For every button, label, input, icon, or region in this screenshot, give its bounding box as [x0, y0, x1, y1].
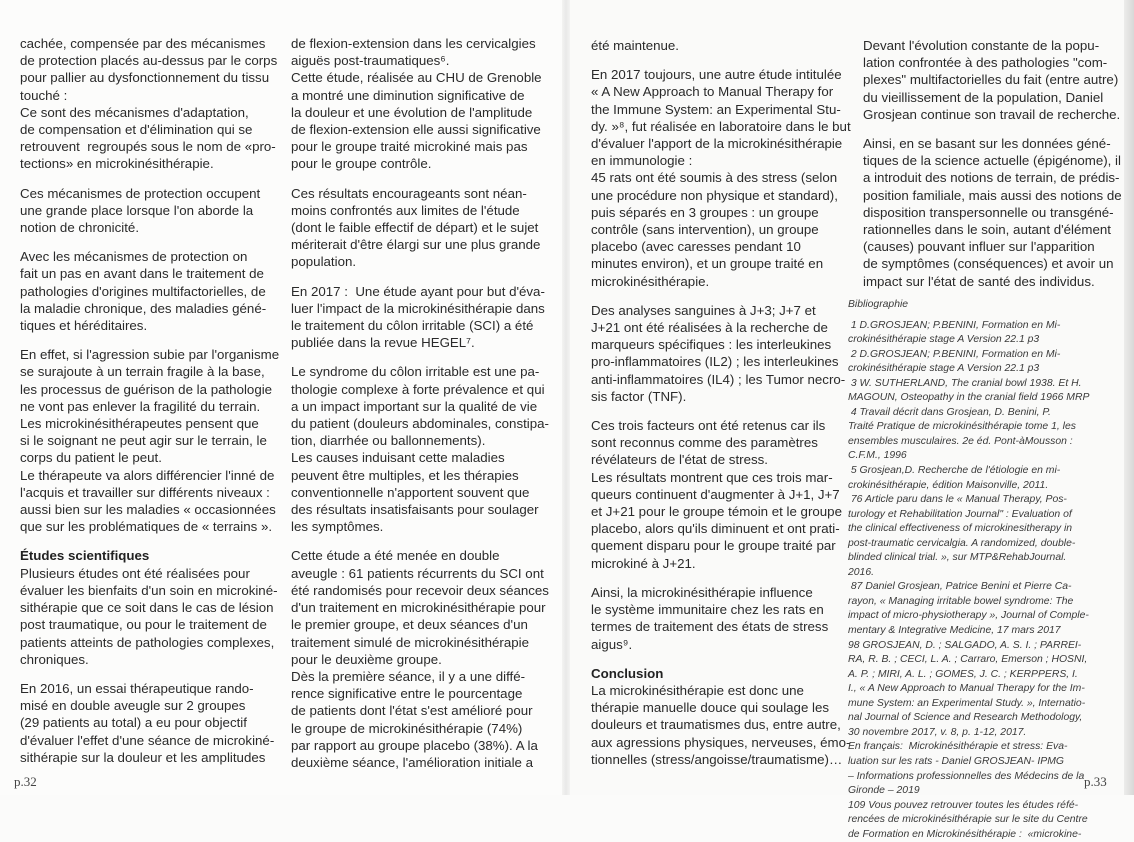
bibliography-entry: En français: Microkinésithérapie et stress: Eva- luation sur les rats - Daniel GROSJEAN- IPMG – Informations professionnelles des Médecins de la Gironde – 2019: [848, 741, 1085, 797]
bibliography: [848, 298, 1128, 842]
paragraph: Ces trois facteurs ont été retenus car ils sont reconnus comme des paramètres révélateurs de l'état de stress. Les résultats montrent que ces trois mar- queurs continuent d'augmenter à J+1, J+7 et J+21 pour le groupe témoin et le groupe placebo, alors qu'ils diminuent et ont prati- quement disparu pour le groupe traité par microkiné à J+21.: [591, 418, 842, 571]
paragraph: Avec les mécanismes de protection on fait un pas en avant dans le traitement de pathologies d'origines multifactorielles, de la maladie chronique, des maladies géné- tiques et héréditaires.: [20, 249, 267, 334]
page-gutter: [562, 0, 570, 795]
bibliography-entry: 4 Travail décrit dans Grosjean, D. Benini, P. Traité Pratique de microkinésithérapie tome 1, les ensembles musculaires. 2e éd. Pont-àMousson : C.F.M., 1996: [848, 406, 1076, 462]
section-heading-conclusion: Conclusion: [591, 665, 664, 681]
paragraph: cachée, compensée par des mécanismes de protection placés au-dessus par le corps pour pallier au dysfonctionnement du tissu touché : Ce sont des mécanismes d'adaptation, de compensation et d'élimination qui se retrouvent regroupés sous le nom de «pro- tections» en microkinésithérapie.: [20, 36, 278, 172]
bibliography-entry: 87 Daniel Grosjean, Patrice Benini et Pierre Ca- rayon, « Managing irritable bowel syndrome: The impact of micro-physiotherapy », Journal of Comple- mentary & Integrative Medicine, 17 mars 2017: [848, 581, 1089, 637]
bibliography-entry: 76 Article paru dans le « Manual Therapy, Pos- turology et Rehabilitation Journal" : Evaluation of the clinical effectiveness of microkinesitherapy in post-traumatic cervicalgia. A randomized, double- blinded clinical trial. », sur MTP&RehabJournal. 2016.: [848, 494, 1076, 578]
page-number-left: p.32: [14, 774, 37, 789]
paragraph: de flexion-extension dans les cervicalgies aiguës post-traumatiques⁶. Cette étude, réalisée au CHU de Grenoble a montré une diminution significative de la douleur et une évolution de l'amplitude de flexion-extension elle aussi significative pour le groupe traité microkiné mais pas pour le groupe contrôle.: [291, 36, 542, 172]
paragraph: Devant l'évolution constante de la popu- lation confrontée à des pathologies "com- plexes" multifactorielles du fait (entre autre) du vieillissement de la population, Daniel Grosjean continue son travail de recherche.: [863, 38, 1121, 122]
paragraph: Ces mécanismes de protection occupent une grande place lorsque l'on aborde la notion de chronicité.: [20, 185, 261, 236]
paragraph: Ainsi, la microkinésithérapie influence le système immunitaire chez les rats en termes de traitement des états de stress aigus⁹.: [591, 584, 829, 652]
paragraph: En 2016, un essai thérapeutique rando- misé en double aveugle sur 2 groupes (29 patients au total) a eu pour objectif d'évaluer l'effet d'une séance de microkiné- sithérapie sur la douleur et les amplitudes: [20, 680, 275, 765]
paragraph: Le syndrome du côlon irritable est une pa- thologie complexe à forte prévalence et qui a un impact important sur la qualité de vie du patient (douleurs abdominales, constipa- tion, diarrhée ou ballonnements). Les causes induisant cette maladies peuvent être multiples, et les thérapies conventionnelle n'apportent souvent que des résultats insatisfaisants pour soulager les symptômes.: [291, 364, 549, 535]
bibliography-entry: 5 Grosjean,D. Recherche de l'étiologie en mi- crokinésithérapie, édition Maisonville, 2011.: [848, 465, 1061, 491]
page-number-right: p.33: [1084, 774, 1107, 789]
paragraph: Ces résultats encourageants sont néan- moins confrontés aux limites de l'étude (dont le faible effectif de départ) et le sujet mériterait d'être élargi sur une plus grande population.: [291, 185, 541, 270]
column-2: [291, 35, 556, 783]
paragraph: En effet, si l'agression subie par l'organisme se surajoute à un terrain fragile à la base, les processus de guérison de la pathologie ne vont pas enlever la fragilité du terrain. Les microkinésithérapeutes pensent que si le soignant ne peut agir sur le terrain, le corps du patient le peut. Le thérapeute va alors différencier l'inné de l'acquis et travailler sur différents niveaux : aussi bien sur les maladies « occasionnées que sur les problématiques de « terrains ».: [20, 347, 280, 535]
column-1: [20, 35, 285, 778]
bibliography-entry: 109 Vous pouvez retrouver toutes les études réfé- rencées de microkinésithérapie sur le site du Centre de Formation en Microkinésithérapie : «microkine-: [848, 799, 1088, 840]
section-heading-etudes: Études scientifiques: [20, 548, 150, 564]
paragraph: été maintenue.: [591, 38, 679, 53]
column-3: [591, 37, 856, 780]
column-4: [863, 37, 1128, 302]
paragraph: Cette étude a été menée en double aveugle : 61 patients récurrents du SCI ont été randomisés pour recevoir deux séances d'un traitement en microkinésithérapie pour le premier groupe, et deux séances d'un traitement simulé de microkinésithérapie pour le deuxième groupe. Dès la première séance, il y a une diffé- rence significative entre le pourcentage de patients dont l'état s'est amélioré pour le groupe de microkinésithérapie (74%) par rapport au groupe placebo (38%). A la deuxième séance, l'amélioration initiale a: [291, 548, 549, 770]
paragraph: La microkinésithérapie est donc une thérapie manuelle douce qui soulage les douleurs et traumatismes dus, entre autre, aux agressions physiques, nerveuses, émo- tionnelles (stress/angoisse/traumatisme)…: [591, 682, 851, 767]
bibliography-entry: 1 D.GROSJEAN; P.BENINI, Formation en Mi- crokinésithérapie stage A Version 22.1 p3: [848, 319, 1061, 346]
paragraph: Plusieurs études ont été réalisées pour évaluer les bienfaits d'un soin en microkiné- sithérapie que ce soit dans le cas de lésion post traumatique, ou pour le traitement de patients atteints de pathologies complexes, chroniques.: [20, 565, 278, 667]
paragraph: En 2017 : Une étude ayant pour but d'éva- luer l'impact de la microkinésithérapie dans le traitement du côlon irritable (SCI) a été publiée dans la revue HEGEL⁷.: [291, 283, 545, 351]
paragraph: Des analyses sanguines à J+3; J+7 et J+21 ont été réalisées à la recherche de marqueurs spécifiques : les interleukines pro-inflammatoires (IL2) ; les interleukines anti-inflammatoires (IL4) ; les Tumor necro- sis factor (TNF).: [591, 302, 846, 404]
bibliography-title: Bibliographie: [848, 299, 909, 310]
paragraph: En 2017 toujours, une autre étude intitulée « A New Approach to Manual Therapy for the Immune System: an Experimental Stu- dy. »⁸, fut réalisée en laboratoire dans le but d'évaluer l'apport de la microkinésithérapie en immunologie : 45 rats ont été soumis à des stress (selon une procédure non physique et standard), puis séparés en 3 groupes : un groupe contrôle (sans intervention), un groupe placebo (avec caresses pendant 10 minutes environ), et un groupe traité en microkinésithérapie.: [591, 67, 851, 289]
bibliography-entry: 2 D.GROSJEAN; P.BENINI, Formation en Mi- crokinésithérapie stage A Version 22.1 p3: [848, 348, 1061, 375]
paragraph: Ainsi, en se basant sur les données géné- tiques de la science actuelle (épigénome), il a introduit des notions de terrain, de prédis- position familiale, mais aussi des notions de disposition transpersonnelle ou transgéné- rationnelles dans le soin, autant d'élément (causes) pouvant influer sur l'apparition de symptômes (conséquences) et avoir un impact sur l'état de santé des individus.: [863, 136, 1122, 289]
bibliography-entry: 3 W. SUTHERLAND, The cranial bowl 1938. Et H. MAGOUN, Osteopathy in the cranial field 1966 MRP: [848, 377, 1090, 404]
bibliography-entry: 98 GROSJEAN, D. ; SALGADO, A. S. I. ; PARREI- RA, R. B. ; CECI, L. A. ; Carraro, Emerson ; HOSNI, A. P. ; MIRI, A. L. ; GOMES, J. C. ; KERPPERS, I. I., « A New Approach to Manual Therapy for the Im- mune System: an Experimental Study. », Internatio- nal Journal of Science and Research Methodology, 30 novembre 2017, v. 8, p. 1-12, 2017.: [848, 639, 1088, 738]
